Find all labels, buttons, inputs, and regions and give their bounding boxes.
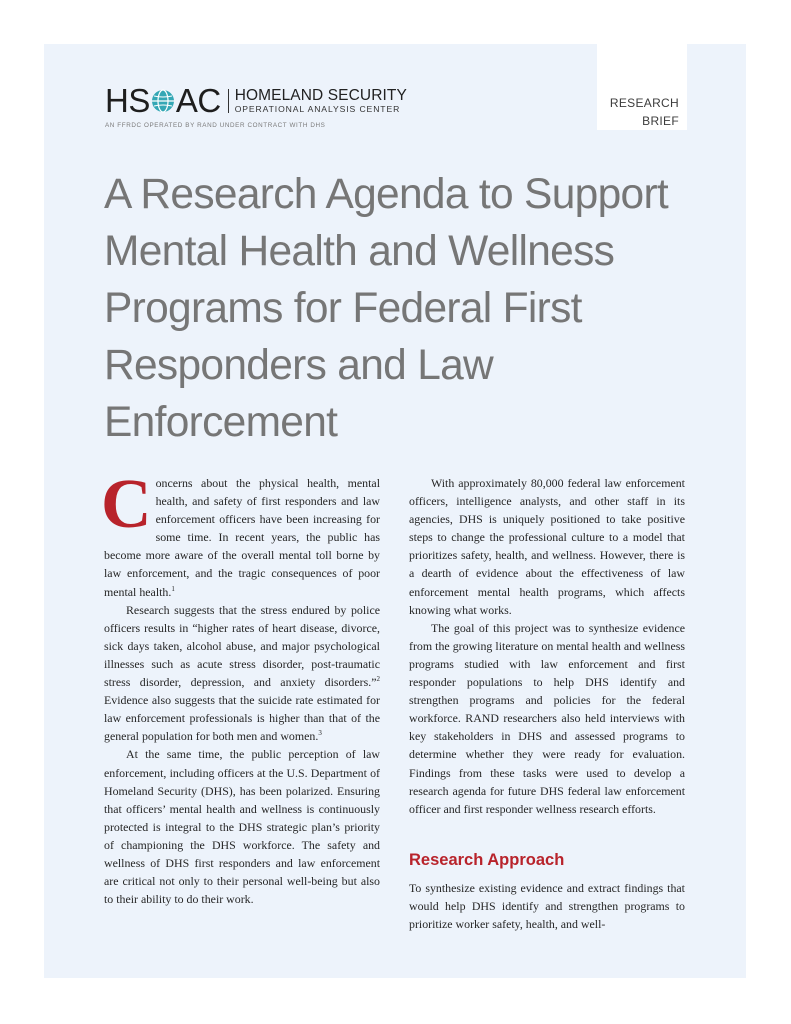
section-heading-research-approach: Research Approach <box>409 850 565 869</box>
footnote-ref-2: 2 <box>376 675 380 684</box>
paragraph-stress-text-a: Research suggests that the stress endured by police officers results in “higher rates of heart disease, divorce, sick days taken, alcohol abuse, and major psychological illnesses such as acute stress disorder, post-traumatic stress disorder, depression, and anxiety disorders.” <box>104 602 380 690</box>
hsoac-logo <box>105 84 407 129</box>
badge-line-2: BRIEF <box>642 114 679 128</box>
paragraph-stress <box>104 601 380 746</box>
paragraph-intro-text: oncerns about the physical health, mental health, and safety of first responders and law enforcement officers have been increasing for some time. In recent years, the public has become more aware of the overall mental toll borne by law enforcement, and the tragic consequences of poor mental health. <box>104 476 380 599</box>
paragraph-goal: The goal of this project was to synthesize evidence from the growing literature on mental health and wellness programs studied with law enforcement and first responder populations to help DHS identify and strengthen programs and policies for the federal workforce. RAND researchers also held interviews with key stakeholders in DHS and assessed programs to determine whether they were ready for evaluation. Findings from these tasks were used to develop a research agenda for future DHS federal law enforcement officer and first responder wellness research efforts. <box>409 620 685 816</box>
logo-subname: OPERATIONAL ANALYSIS CENTER <box>234 104 401 114</box>
document-title: A Research Agenda to Support Mental Health and Wellness Programs for Federal First Responders and Law Enforcement <box>104 171 669 446</box>
paragraph-dhs: With approximately 80,000 federal law enforcement officers, intelligence analysts, and other staff in its agencies, DHS is uniquely positioned to take positive steps to change the professional culture to a model that prioritizes safety, health, and wellness. However, there is a dearth of evidence about the effectiveness of law enforcement mental health programs, which affects knowing what works. <box>409 476 685 617</box>
paragraph-approach: To synthesize existing evidence and extract findings that would help DHS identify and strengthen programs to prioritize worker safety, health, and well- <box>409 880 685 931</box>
badge-line-1: RESEARCH <box>609 96 679 110</box>
right-column <box>409 474 685 933</box>
left-column <box>101 466 380 908</box>
logo-divider <box>228 89 229 113</box>
paragraph-intro <box>101 466 380 601</box>
drop-cap: C <box>101 466 152 543</box>
logo-tagline: AN FFRDC OPERATED BY RAND UNDER CONTRACT WITH DHS <box>105 122 326 129</box>
logo-name: HOMELAND SECURITY <box>234 87 407 104</box>
footnote-ref-3: 3 <box>318 729 322 738</box>
paragraph-perception: At the same time, the public perception of law enforcement, including officers at the U.S. Department of Homeland Security (DHS), has been polarized. Ensuring that officers’ mental health and wellness is continuously protected is integral to the DHS strategic plan’s priority of championing the DHS workforce. The safety and wellness of DHS first responders and law enforcement are critical not only to their personal well-being but also to their ability to do their work. <box>104 747 380 907</box>
logo-letters-ac: AC <box>175 82 221 119</box>
footnote-ref-1: 1 <box>171 584 175 593</box>
logo-letters-hs: HS <box>105 82 150 119</box>
paragraph-stress-text-b: Evidence also suggests that the suicide rate estimated for law enforcement professionals is higher than that of the general population for both men and women. <box>104 693 380 744</box>
research-brief-badge <box>597 44 687 130</box>
globe-icon <box>151 89 175 113</box>
